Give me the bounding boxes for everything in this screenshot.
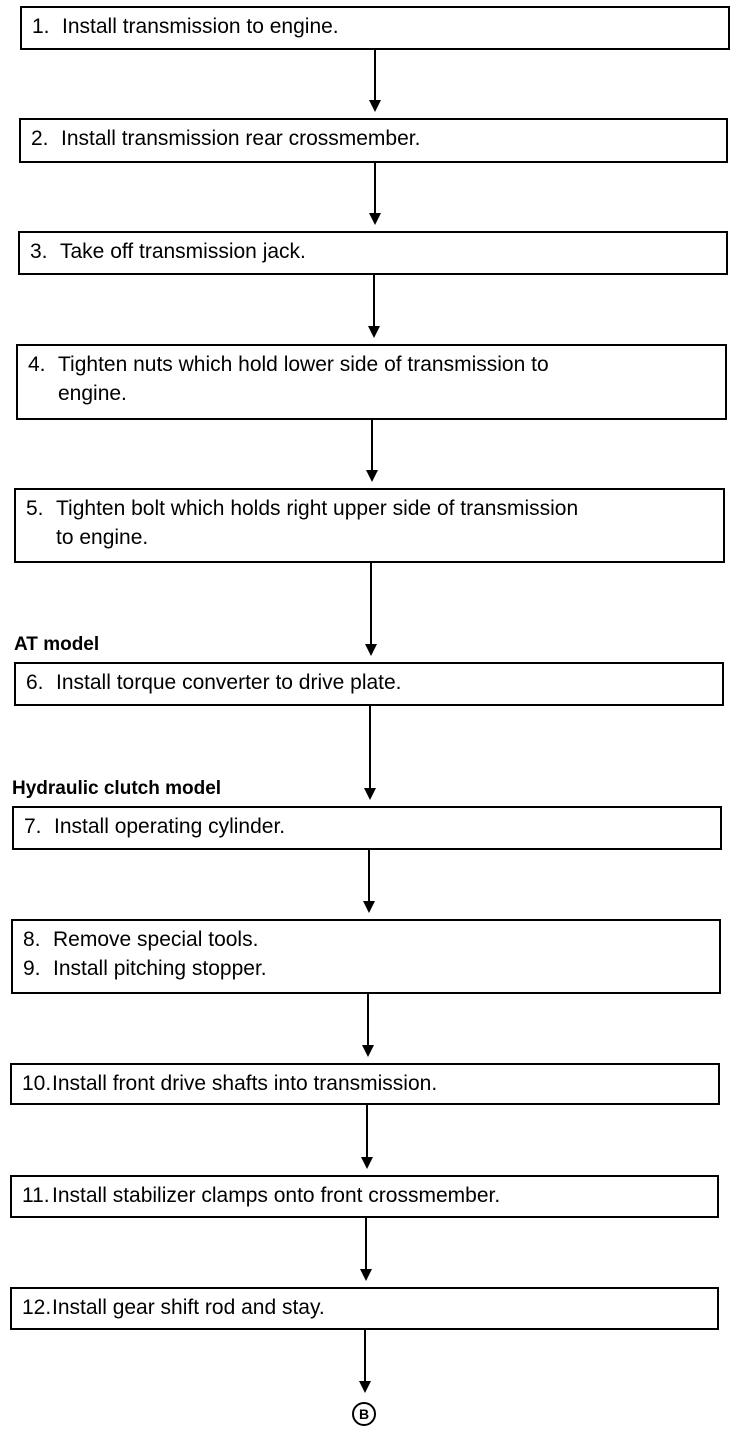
arrow-head: [364, 788, 376, 800]
step-number: 10.: [22, 1072, 52, 1095]
step-text: Install torque converter to drive plate.: [56, 671, 402, 694]
step-text: Install pitching stopper.: [53, 957, 267, 980]
arrow-head: [365, 644, 377, 656]
step-text: Install transmission rear crossmember.: [61, 127, 421, 150]
step-number: 7.: [24, 815, 42, 838]
step-line: [22, 1293, 707, 1322]
step-line: [32, 12, 718, 41]
step-number: 11.: [22, 1184, 50, 1207]
step-2-box: [19, 118, 728, 163]
step-text: Take off transmission jack.: [60, 240, 306, 263]
step-number: [28, 379, 58, 408]
step-3-box: [18, 231, 728, 275]
step-text: Install stabilizer clamps onto front crossmember.: [52, 1184, 501, 1207]
arrow-head: [360, 1269, 372, 1281]
arrow-head: [366, 470, 378, 482]
step-line: [30, 237, 716, 266]
step-10-box: [10, 1063, 720, 1105]
step-number: 3.: [30, 240, 48, 263]
step-number: 4.: [28, 353, 46, 376]
step-line: [24, 812, 710, 841]
arrow-head: [362, 1045, 374, 1057]
step-number: 5.: [26, 497, 44, 520]
step-line: [28, 350, 715, 379]
step-text: Install transmission to engine.: [62, 15, 339, 38]
step-line: [22, 1069, 708, 1098]
step-11-box: [10, 1175, 719, 1218]
step-number: 1.: [32, 15, 50, 38]
step-line: [26, 494, 713, 523]
step-text: to engine.: [56, 526, 149, 549]
step-number: 2.: [31, 127, 49, 150]
continuation-marker: B: [352, 1402, 376, 1426]
step-1-box: [20, 6, 730, 50]
step-number: 6.: [26, 671, 44, 694]
step-line: [22, 1181, 707, 1210]
arrow-head: [359, 1381, 371, 1393]
step-7-box: [12, 806, 722, 850]
arrow-head: [361, 1157, 373, 1169]
step-8-9-box: [11, 919, 721, 994]
step-line: [26, 668, 712, 697]
arrow-head: [368, 326, 380, 338]
step-text: engine.: [58, 382, 127, 405]
section-label-at-model: AT model: [14, 634, 100, 655]
step-text: Tighten bolt which holds right upper side of transmission: [56, 497, 579, 520]
step-line: [23, 954, 709, 983]
step-line: [31, 124, 716, 153]
step-4-box: [16, 344, 727, 420]
arrow-head: [363, 901, 375, 913]
step-number: [26, 523, 56, 552]
step-text: Install front drive shafts into transmission.: [52, 1072, 438, 1095]
arrow-head: [369, 213, 381, 225]
step-text: Remove special tools.: [53, 928, 259, 951]
step-number: 12.: [22, 1296, 52, 1319]
step-text: Tighten nuts which hold lower side of transmission to: [58, 353, 549, 376]
step-number: 9.: [23, 957, 41, 980]
step-6-box: [14, 662, 724, 706]
step-5-box: [14, 488, 725, 563]
step-text: Install operating cylinder.: [54, 815, 286, 838]
step-line: [28, 379, 715, 408]
step-number: 8.: [23, 928, 41, 951]
step-line: [26, 523, 713, 552]
section-label-hydraulic-clutch-model: Hydraulic clutch model: [12, 778, 222, 799]
arrow-head: [369, 100, 381, 112]
step-text: Install gear shift rod and stay.: [52, 1296, 325, 1319]
step-12-box: [10, 1287, 719, 1330]
step-line: [23, 925, 709, 954]
